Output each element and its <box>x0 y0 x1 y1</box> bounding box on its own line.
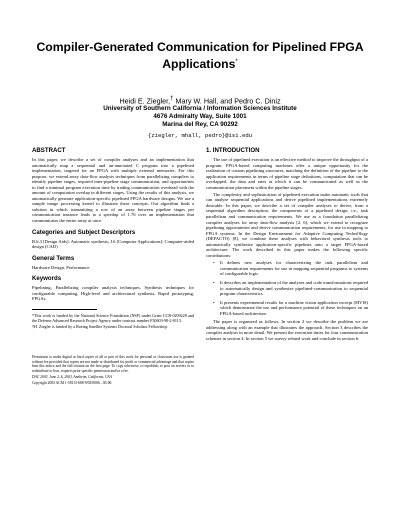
permission-text: Permission to make digital or hard copies of all or part of this work for personal or classroom use is granted without fee provided that copies are not made or distributed for profit or commercial advantage and that copies bear this notice and the full citation on the first page. To copy otherwise, to republish, to post on servers or to redistribute to lists, requires prior specific permission and/or a fee. <box>32 355 194 373</box>
contributions-list <box>206 260 368 316</box>
categories-heading: Categories and Subject Descriptors <box>32 228 136 236</box>
venue-text: DAC 2003, June 2–6, 2003, Anaheim, California, USA <box>32 374 112 379</box>
general-terms-text: Hardware Design, Performance <box>32 264 90 270</box>
author-footnote-mark: † <box>170 96 174 102</box>
fellowship-footnote: †H. Ziegler is funded by a Boeing Satellite Systems Doctoral Scholars Fellowship. <box>32 324 168 330</box>
paper-title <box>30 40 370 72</box>
title-footnote-mark: * <box>235 59 238 65</box>
abstract-heading: ABSTRACT <box>32 147 66 154</box>
other-authors: Mary W. Hall, and Pedro C. Diniz <box>173 96 281 106</box>
affiliation: University of Southern California / Information Sciences Institute <box>103 105 297 113</box>
author-email: {ziegler, mhall, pedro}@isi.edu <box>147 132 253 140</box>
title-line-2: Applications <box>162 57 236 72</box>
left-column <box>32 147 194 387</box>
right-column <box>206 147 368 343</box>
funding-footnote: *This work is funded by the National Science Foundation (NSF) under Grant CCR-0209228 and the Defense Advanced Research Project Agency under contract number F30603-98-2-0113. <box>32 312 194 323</box>
address-line-1: 4676 Admiralty Way, Suite 1001 <box>153 112 247 120</box>
keywords-text: Pipelining, Parallelizing compiler analysis techniques, Synthesis techniques for configurable computing, High-level and architectural synthesis, Rapid prototyping, FPGAs. <box>32 285 194 302</box>
venue-line <box>32 375 194 379</box>
contribution-item-1: • It defines new analyses for characterizing the task parallelism and communication requirements for use in mapping sequential programs to systems of configurable logic. <box>220 260 368 277</box>
first-author: Heidi E. Ziegler, <box>119 96 171 106</box>
title-line-1: Compiler-Generated Communication for Pipelined FPGA <box>36 40 364 54</box>
address-line-2: Marina del Rey, CA 90292 <box>162 120 238 128</box>
intro-paragraph-2: The complexity and sophistication of pipelined execution make automatic tools that can analyze sequential applications and derive pipelined implementations extremely desirable. In this paper, we describe a set of compiler analyses to derive, from a sequential algorithm description, the components of a pipelined design, i.e., task parallelism and communication requirements. We use as a foundation parallelizing compiler analyses for array data-flow analysis [2, 6], which we extend to recognize pipelining opportunities and derive communication requirements, for use in mapping to FPGA systems. In the Design Environment for Adaptive Computing TechnOlogy (DEFACTO) [8], we combine these analyses with behavioral synthesis tools to automatically synthesize application-specific pipelines onto a target FPGA-based architecture. The work described in this paper makes the following specific contributions: <box>206 191 368 258</box>
introduction-heading: 1. INTRODUCTION <box>206 147 260 154</box>
contribution-item-3: • It presents experimental results for a machine vision application excerpt (MVIS) which demonstrate the use and performance potential of these techniques on an FPGA-based architecture. <box>220 300 368 317</box>
categories-text: B.6.3 [Design Aids]: Automatic synthesis; J.6 [Computer Applications]: Computer-aided design (CAD) <box>32 238 194 250</box>
author-names <box>40 95 360 105</box>
footnote-rule <box>32 309 97 310</box>
keywords-heading: Keywords <box>32 275 62 283</box>
contribution-item-2: • It describes an implementation of the analyses and code transformations required to automatically design and synthesize pipelined-communication to sequential program characteristics. <box>220 280 368 297</box>
copyright-line: Copyright 2003 ACM 1-58113-688-9/03/0006 ...$5.00. <box>32 380 113 385</box>
permission-notice <box>32 355 194 385</box>
intro-paragraph-1: The use of pipelined execution is an effective method to improve the throughput of a program. FPGA-based computing machines offer a unique opportunity for the realization of custom pipelining structures, matching the definition of the pipeline to the application requirements in terms of pipeline stage definitions, computation that can be overlapped, the data and rates at which it can be communicated as well as the communication placement within the pipeline stages. <box>206 157 368 190</box>
abstract-text: In this paper, we describe a set of compiler analyses and an implementation that automatically map a sequential and un-annotated C program into a pipelined implementation, targeted for an FPGA with multiple external memories. For this purpose, we extend array data-flow analysis techniques from parallelizing compilers to identify pipeline stages, required inter-pipeline stage communication, and opportunities to find a minimal program execution time by trading communication overhead with the amount of computation overlap in different stages. Using the results of this analysis, we automatically generate application-specific pipelined FPGA hardware designs. We use a sample image processing kernel to illustrate these concepts. Our algorithm finds a solution in which transmitting a row of an array between pipeline stages per communication instance leads to a speedup of 1.76 over an implementation that communicates the entire array at once. <box>32 157 194 224</box>
general-terms-heading: General Terms <box>32 254 75 262</box>
intro-paragraph-3: The paper is organized as follows. In section 2 we describe the problem we are addressing along with an example that illustrates the approach. Section 3 describes the compiler analysis in more detail. We present the execution times for four communication schemes in section 4. In section 5 we survey related work and conclude in section 6. <box>206 319 368 341</box>
author-block <box>40 95 360 140</box>
